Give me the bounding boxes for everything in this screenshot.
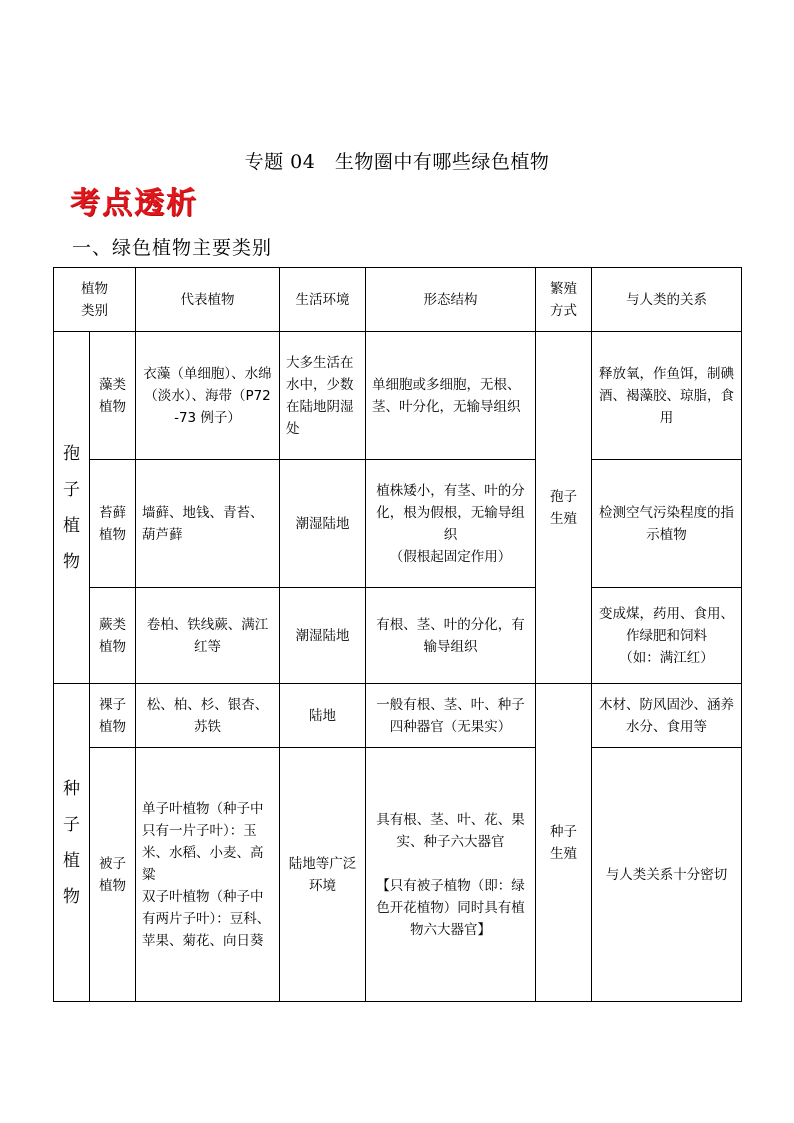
table-row [54, 588, 742, 684]
group-spore-plants: 孢 子 植 物 [54, 332, 90, 684]
habitat-cell: 潮湿陆地 [280, 588, 366, 684]
morphology-cell: 一般有根、茎、叶、种子四种器官（无果实） [366, 684, 536, 748]
header-habitat: 生活环境 [280, 268, 366, 332]
relation-cell: 释放氧，作鱼饵，制碘酒、褐藻胶、琼脂，食用 [592, 332, 742, 460]
subgroup-name: 苔藓 植物 [90, 460, 136, 588]
morphology-cell: 植株矮小，有茎、叶的分化，根为假根，无输导组织 （假根起固定作用） [366, 460, 536, 588]
representative-cell: 松、柏、杉、银杏、苏铁 [136, 684, 280, 748]
representative-cell: 卷柏、铁线蕨、满江红等 [136, 588, 280, 684]
relation-cell: 与人类关系十分密切 [592, 748, 742, 1002]
table-row [54, 748, 742, 1002]
header-morphology: 形态结构 [366, 268, 536, 332]
header-category: 植物 类别 [54, 268, 136, 332]
header-representative: 代表植物 [136, 268, 280, 332]
reproduction-spore: 孢子 生殖 [536, 332, 592, 684]
subgroup-name: 被子 植物 [90, 748, 136, 1002]
subgroup-name: 藻类 植物 [90, 332, 136, 460]
relation-cell: 检测空气污染程度的指示植物 [592, 460, 742, 588]
header-reproduction: 繁殖 方式 [536, 268, 592, 332]
table-row [54, 460, 742, 588]
plant-category-table [53, 267, 742, 1002]
header-relation: 与人类的关系 [592, 268, 742, 332]
representative-cell: 衣藻（单细胞）、水绵（淡水）、海带（P72-73 例子） [136, 332, 280, 460]
habitat-cell: 陆地 [280, 684, 366, 748]
representative-cell: 单子叶植物（种子中只有一片子叶）：玉米、水稻、小麦、高粱 双子叶植物（种子中有两片子叶）：豆科、苹果、菊花、向日葵 [136, 748, 280, 1002]
page-title: 专题 04 生物圈中有哪些绿色植物 [244, 151, 550, 173]
relation-cell: 变成煤，药用、食用、作绿肥和饲料 （如：满江红） [592, 588, 742, 684]
table-row [54, 684, 742, 748]
group-seed-plants: 种 子 植 物 [54, 684, 90, 1002]
morphology-cell: 有根、茎、叶的分化，有输导组织 [366, 588, 536, 684]
section-heading: 一、绿色植物主要类别 [72, 237, 273, 259]
subgroup-name: 蕨类 植物 [90, 588, 136, 684]
morphology-cell: 单细胞或多细胞，无根、茎、叶分化，无输导组织 [366, 332, 536, 460]
reproduction-seed: 种子 生殖 [536, 684, 592, 1002]
habitat-cell: 潮湿陆地 [280, 460, 366, 588]
representative-cell: 墙藓、地钱、青苔、葫芦藓 [136, 460, 280, 588]
section-badge: 考点透析 [70, 186, 198, 221]
habitat-cell: 陆地等广泛环境 [280, 748, 366, 1002]
table-header-row [54, 268, 742, 332]
habitat-cell: 大多生活在水中，少数在陆地阴湿处 [280, 332, 366, 460]
subgroup-name: 裸子 植物 [90, 684, 136, 748]
morphology-cell: 具有根、茎、叶、花、果实、种子六大器官 【只有被子植物（即：绿色开花植物）同时具有植物六大器官】 [366, 748, 536, 1002]
table-row [54, 332, 742, 460]
relation-cell: 木材、防风固沙、涵养水分、食用等 [592, 684, 742, 748]
